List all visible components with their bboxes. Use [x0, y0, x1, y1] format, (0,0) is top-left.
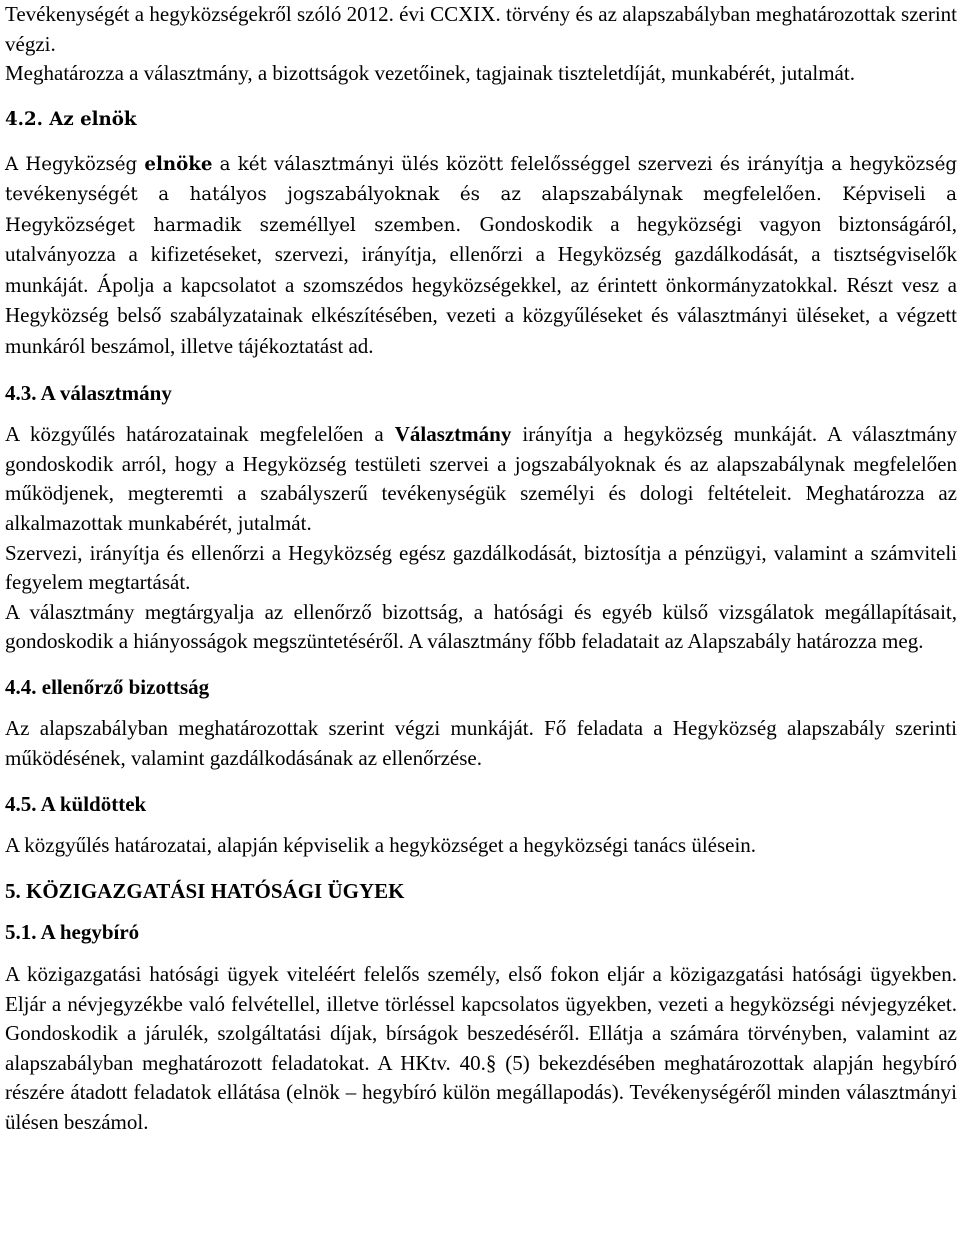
section-heading-4-4: 4.4. ellenőrző bizottság	[5, 674, 210, 699]
text-span: irányítja a hegyközség munkáját. A választmány gondoskodik arról, hogy a Hegyközség testületi szervei a jogszabályoknak és az alapszabálynak megfelelően működjenek, megteremti a szabályszerű tevékenységük személyi és dologi feltételeit. Meghatározza az alkalmazottak munkabérét, jutalmát.	[5, 422, 957, 535]
text-span: Gondoskodik a hegyközségi vagyon biztonságáról, utalványozza a kifizetéseket, szervezi, irányítja, ellenőrzi a Hegyközség gazdálkodását, a tisztségviselők munkáját. Ápolja a kapcsolatot a szomszédos hegyközségekkel, az érintett önkormányzatokkal. Részt vesz a Hegyközség belső szabályzatainak elkészítésében, vezeti a közgyűléseket és választmányi üléseket, a végzett munkáról beszámol, illetve tájékoztatást ad.	[5, 211, 957, 358]
bold-term-valasztmany: Választmány	[394, 422, 512, 447]
section-4-3-paragraph-1	[5, 420, 957, 538]
section-heading-4-5: 4.5. A küldöttek	[5, 791, 147, 816]
bold-term-elnoke: elnöke	[144, 154, 213, 176]
intro-paragraph-2: Meghatározza a választmány, a bizottságok vezetőinek, tagjainak tiszteletdíját, munkabérét, jutalmát.	[5, 61, 855, 86]
section-heading-5-1: 5.1. A hegybíró	[5, 920, 140, 945]
section-heading-4-3: 4.3. A választmány	[5, 380, 172, 405]
chapter-heading-5: 5. KÖZIGAZGATÁSI HATÓSÁGI ÜGYEK	[5, 878, 405, 903]
section-4-3-paragraph-3: A választmány megtárgyalja az ellenőrző bizottság, a hatósági és egyéb külső vizsgálatok megállapításait, gondoskodik a hiányosságok megszüntetéséről. A választmány főbb feladatait az Alapszabály határozza meg.	[5, 599, 957, 654]
text-span: A Hegyközség	[5, 154, 145, 176]
text-span: a két választmányi ülés között felelősséggel szervezi és irányítja a hegyközség tevékenységét a hatályos jogszabályoknak és az alapszabálynak megfelelően. Képviseli a Hegyközséget harmadik személlyel szemben.	[5, 154, 958, 236]
section-4-2-paragraph	[5, 150, 957, 362]
document-page	[5, 0, 957, 1138]
section-heading-4-2: 4.2. Az elnök	[5, 108, 137, 130]
text-span: A közgyűlés határozatainak megfelelően a	[5, 422, 395, 447]
section-4-4-paragraph: Az alapszabályban meghatározottak szerint végzi munkáját. Fő feladata a Hegyközség alapszabály szerinti működésének, valamint gazdálkodásának az ellenőrzése.	[5, 716, 957, 771]
intro-paragraph-1: Tevékenységét a hegyközségekről szóló 2012. évi CCXIX. törvény és az alapszabályban meghatározottak szerint végzi.	[5, 2, 957, 56]
section-4-5-paragraph: A közgyűlés határozatai, alapján képviselik a hegyközséget a hegyközségi tanács ülésein.	[5, 833, 757, 858]
section-5-1-paragraph: A közigazgatási hatósági ügyek viteléért felelős személy, első fokon eljár a közigazgatási hatósági ügyekben. Eljár a névjegyzékbe való felvétellel, illetve törléssel kapcsolatos ügyekben, vezeti a hegyközségi névjegyzéket. Gondoskodik a járulék, szolgáltatási díjak, bírságok beszedéséről. Ellátja a számára törvényben, valamint az alapszabályban meghatározott feladatokat. A HKtv. 40.§ (5) bekezdésében meghatározottak alapján hegybíró részére átadott feladatok ellátása (elnök – hegybíró külön megállapodás). Tevékenységéről minden választmányi ülésen beszámol.	[5, 962, 957, 1134]
section-4-3-paragraph-2: Szervezi, irányítja és ellenőrzi a Hegyközség egész gazdálkodását, biztosítja a pénzügyi, valamint a számviteli fegyelem megtartását.	[5, 540, 957, 595]
